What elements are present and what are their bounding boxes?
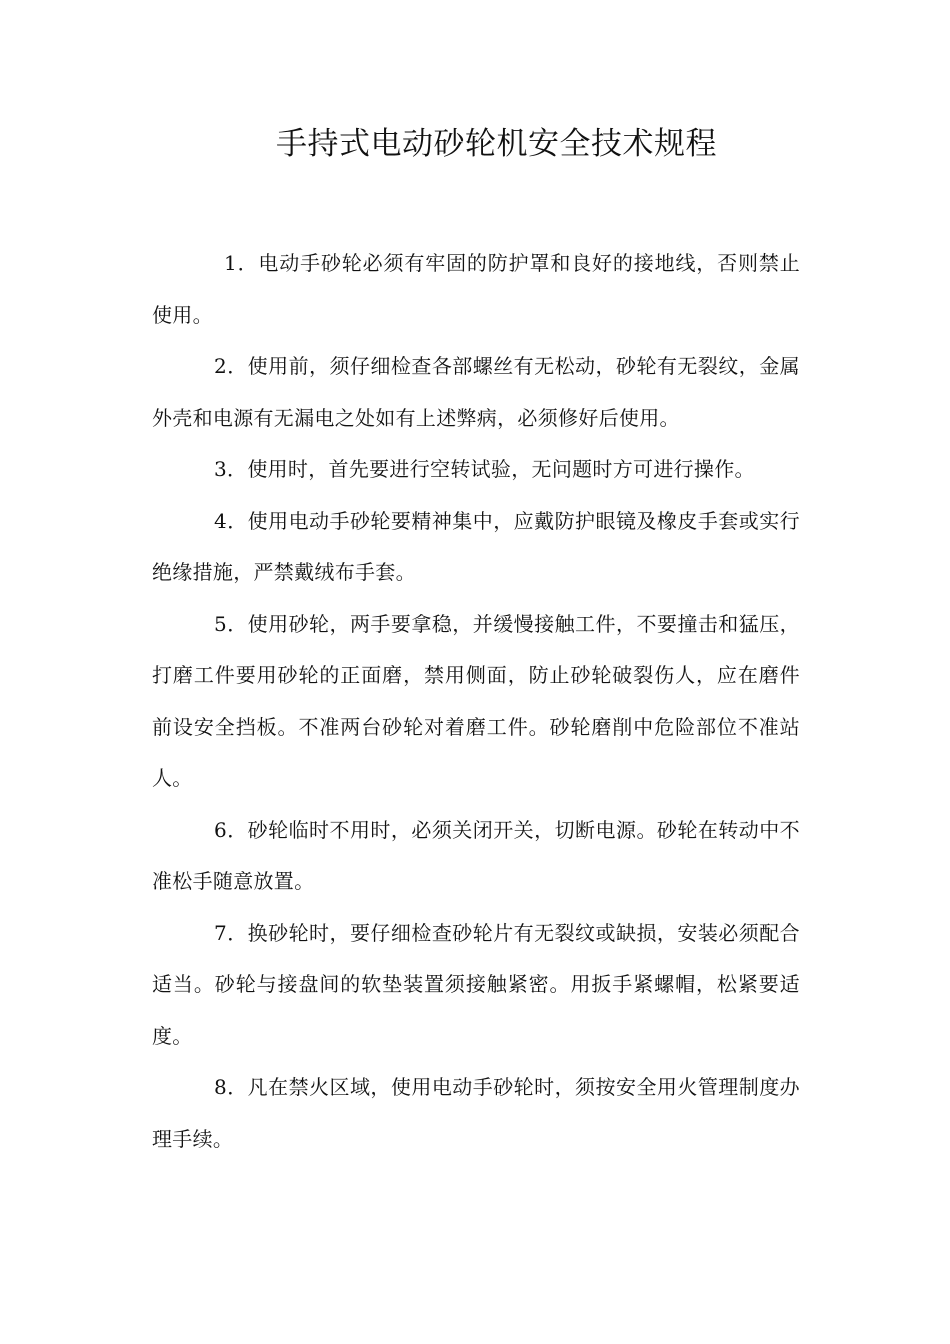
- document-title: 手持式电动砂轮机安全技术规程: [276, 126, 717, 162]
- document-body: [152, 238, 800, 1165]
- rule-paragraph-4: 4．使用电动手砂轮要精神集中，应戴防护眼镜及橡皮手套或实行绝缘措施，严禁戴绒布手套。: [152, 508, 800, 584]
- rule-paragraph-6: 6．砂轮临时不用时，必须关闭开关，切断电源。砂轮在转动中不准松手随意放置。: [152, 817, 800, 893]
- rule-paragraph-7: 7．换砂轮时，要仔细检查砂轮片有无裂纹或缺损，安装必须配合适当。砂轮与接盘间的软垫装置须接触紧密。用扳手紧螺帽，松紧要适度。: [152, 920, 800, 1048]
- rule-paragraph-1: 1．电动手砂轮必须有牢固的防护罩和良好的接地线，否则禁止使用。: [152, 251, 800, 327]
- rule-paragraph-5: 5．使用砂轮，两手要拿稳，并缓慢接触工件，不要撞击和猛压，打磨工件要用砂轮的正面磨，禁用侧面，防止砂轮破裂伤人，应在磨件前设安全挡板。不准两台砂轮对着磨工件。砂轮磨削中危险部位不准站人。: [152, 611, 800, 790]
- rule-paragraph-8: 8．凡在禁火区域，使用电动手砂轮时，须按安全用火管理制度办理手续。: [152, 1075, 800, 1151]
- rule-paragraph-2: 2．使用前，须仔细检查各部螺丝有无松动，砂轮有无裂纹，金属外壳和电源有无漏电之处如有上述弊病，必须修好后使用。: [152, 354, 800, 430]
- rule-paragraph-3: 3．使用时，首先要进行空转试验，无问题时方可进行操作。: [214, 457, 755, 481]
